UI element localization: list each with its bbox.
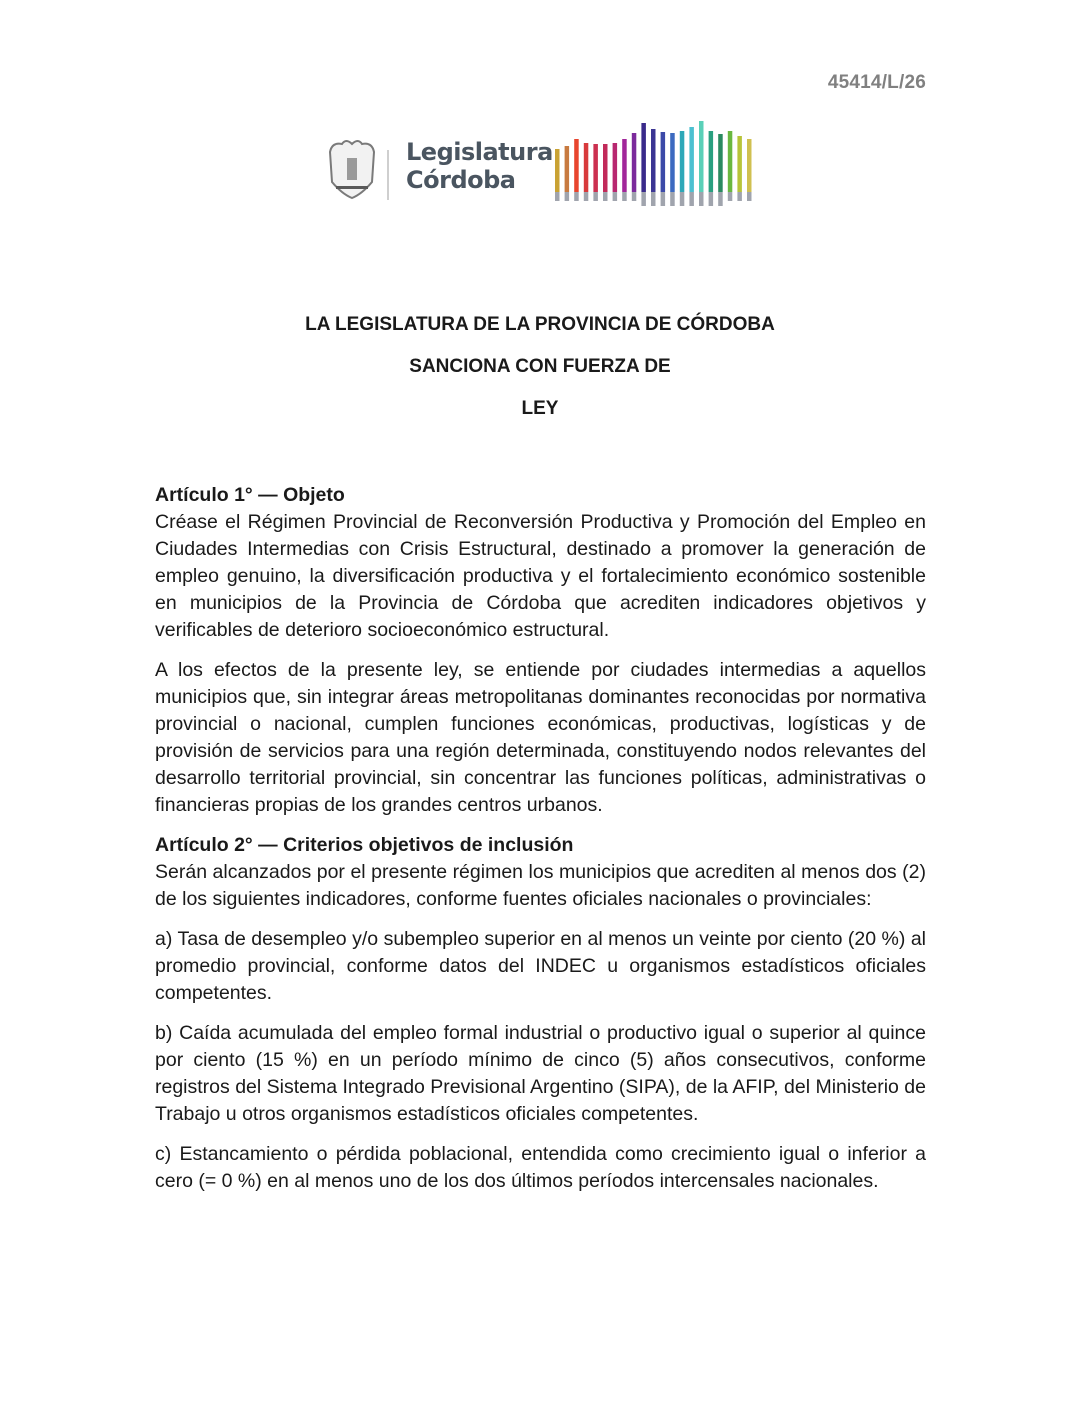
logo-bar-base [613, 192, 618, 201]
logo-line-2: Córdoba [406, 166, 516, 194]
logo-bar-base [632, 192, 637, 201]
logo-bar-base [737, 192, 742, 201]
article-1 [155, 482, 926, 644]
logo-bar-base [651, 192, 656, 206]
logo-bar-base [747, 192, 752, 201]
logo-bar-base [661, 192, 666, 206]
coat-of-arms-icon [322, 112, 402, 207]
article-2-paragraph-1: Serán alcanzados por el presente régimen los municipios que acrediten al menos dos (2) de los siguientes indicadores, conforme fuentes oficiales nacionales o provinciales: [155, 861, 926, 910]
article-2-item-b: b) Caída acumulada del empleo formal industrial o productivo igual o superior al quince por ciento (15 %) en un período mínimo de cinco (5) años consecutivos, conforme registros del Sistema Integrado Previsional Argentino (SIPA), de la AFIP, del Ministerio de Trabajo u otros organismos estadísticos oficiales competentes. [155, 1022, 927, 1125]
logo-bar-base [593, 192, 598, 201]
logo-bar-base [555, 192, 560, 201]
logo-bar-base [622, 192, 627, 201]
title-ley: LEY [521, 398, 559, 419]
logo-bar [728, 131, 733, 192]
logo-bar [661, 132, 666, 192]
logo-bar-base [689, 192, 694, 206]
enactment-titles [0, 313, 1080, 439]
document-code: 45414/L/26 [827, 72, 926, 93]
logo-bar [574, 139, 579, 192]
logo-bar-base [728, 192, 733, 201]
logo-bar [622, 139, 627, 192]
logo-bar-base [565, 192, 570, 201]
logo-bar [584, 143, 589, 192]
logo-bar [689, 127, 694, 192]
logo-wordmark [406, 138, 553, 194]
logo-bar [632, 133, 637, 192]
logo-bar [565, 146, 570, 192]
logo-line-1: Legislatura [406, 138, 553, 166]
logo-bar [709, 131, 714, 192]
logo-bar-base [718, 192, 723, 206]
logo-bar [613, 143, 618, 192]
logo-bar [718, 134, 723, 192]
logo-bar-base [670, 192, 675, 206]
logo-bar [593, 144, 598, 192]
legislatura-logo [322, 112, 762, 207]
logo-bar [555, 149, 560, 192]
logo-bar [737, 136, 742, 192]
logo-bar-base [680, 192, 685, 206]
logo-bar-base [699, 192, 704, 206]
logo-bar-base [584, 192, 589, 201]
logo-bar [699, 121, 704, 192]
logo-bars [552, 112, 762, 207]
article-2 [155, 832, 926, 913]
article-2-item-c: c) Estancamiento o pérdida poblacional, entendida como crecimiento igual o inferior a cero (= 0 %) en al menos uno de los dos últimos períodos intercensales nacionales. [155, 1143, 926, 1192]
logo-bar [747, 139, 752, 192]
article-1-paragraph-2: A los efectos de la presente ley, se entiende por ciudades intermedias a aquellos municipios que, sin integrar áreas metropolitanas dominantes reconocidas por normativa provincial o nacional, cumplen funciones económicas, productivas, logísticas y de provisión de servicios para una región determinada, constituyendo nodos relevantes del desarrollo territorial provincial, sin concentrar las funciones políticas, administrativas o financieras propias de los grandes centros urbanos. [155, 659, 926, 816]
logo-bar [641, 123, 646, 192]
article-1-paragraph-1: Créase el Régimen Provincial de Reconversión Productiva y Promoción del Empleo en Ciudades Intermedias con Crisis Estructural, destinado a promover la generación de empleo genuino, la diversificación productiva y el fortalecimiento económico sostenible en municipios de la Provincia de Córdoba que acrediten indicadores objetivos y verificables de deterioro socioeconómico estructural. [155, 511, 926, 641]
article-1-heading: Artículo 1° — Objeto [155, 484, 345, 506]
logo-bar-base [574, 192, 579, 201]
logo-bar [680, 131, 685, 192]
logo-bar [603, 144, 608, 192]
logo-bar [670, 133, 675, 192]
document-body [155, 482, 926, 1208]
article-2-heading: Artículo 2° — Criterios objetivos de inclusión [155, 834, 574, 856]
logo-bar-base [603, 192, 608, 201]
logo-bar-base [641, 192, 646, 206]
logo-bar-base [709, 192, 714, 206]
title-sanciona: SANCIONA CON FUERZA DE [409, 356, 671, 377]
title-legislature: LA LEGISLATURA DE LA PROVINCIA DE CÓRDOBA [305, 314, 775, 335]
logo-bar [651, 129, 656, 192]
article-2-item-a: a) Tasa de desempleo y/o subempleo superior en al menos un veinte por ciento (20 %) al promedio provincial, conforme datos del INDEC u organismos estadísticos oficiales competentes. [155, 928, 926, 1004]
